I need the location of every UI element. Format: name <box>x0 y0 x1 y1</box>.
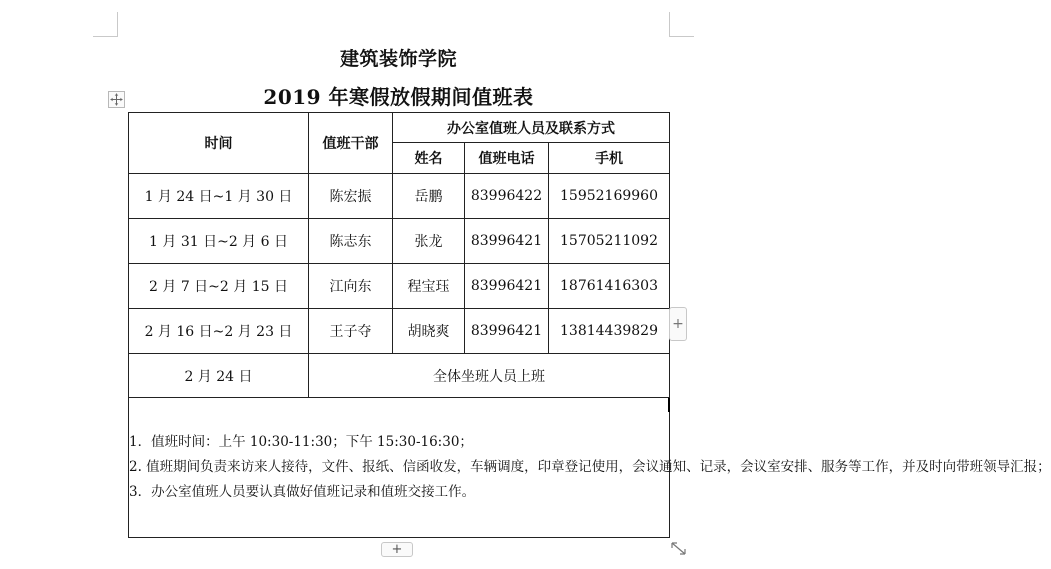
header-duty-phone: 值班电话 <box>465 143 549 174</box>
cell-time[interactable]: 2 月 7 日~2 月 15 日 <box>129 264 309 309</box>
crop-mark-top-right <box>669 12 694 37</box>
table-row-notes <box>129 398 670 538</box>
notes-cell[interactable] <box>129 398 1051 538</box>
table-row <box>129 264 670 309</box>
cell-mobile[interactable]: 18761416303 <box>549 264 670 309</box>
header-duty-cadre: 值班干部 <box>309 113 393 174</box>
cell-name[interactable]: 程宝珏 <box>393 264 465 309</box>
cell-duty-phone[interactable]: 83996421 <box>465 219 549 264</box>
table-move-handle[interactable] <box>108 91 125 108</box>
cell-time[interactable]: 1 月 31 日~2 月 6 日 <box>129 219 309 264</box>
note-item: 1．值班时间：上午 10:30-11:30；下午 15:30-16:30； <box>129 434 473 450</box>
cell-cadre[interactable]: 陈志东 <box>309 219 393 264</box>
duty-schedule-table <box>128 112 1051 538</box>
cell-cadre[interactable]: 江向东 <box>309 264 393 309</box>
header-mobile: 手机 <box>549 143 670 174</box>
cell-mobile[interactable]: 15952169960 <box>549 174 670 219</box>
cell-time[interactable]: 2 月 16 日~2 月 23 日 <box>129 309 309 354</box>
cell-name[interactable]: 岳鹏 <box>393 174 465 219</box>
cell-duty-phone[interactable]: 83996421 <box>465 309 549 354</box>
add-column-button[interactable]: + <box>669 307 687 341</box>
note-item: 2. 值班期间负责来访来人接待，文件、报纸、信函收发，车辆调度，印章登记使用，会议通知、记录，会议室安排、服务等工作，并及时向带班领导汇报； <box>129 459 1051 475</box>
cell-all-staff-note[interactable]: 全体坐班人员上班 <box>309 354 670 398</box>
cell-date[interactable]: 2 月 24 日 <box>129 354 309 398</box>
resize-diagonal-icon <box>670 541 688 557</box>
header-time: 时间 <box>129 113 309 174</box>
table-row-all-staff <box>129 354 670 398</box>
cell-cadre[interactable]: 王子夺 <box>309 309 393 354</box>
table-resize-handle[interactable] <box>670 541 688 557</box>
document-title-schedule: 2019 年寒假放假期间值班表 <box>263 85 534 109</box>
move-arrows-icon <box>110 93 123 106</box>
cell-name[interactable]: 胡晓爽 <box>393 309 465 354</box>
cell-duty-phone[interactable]: 83996421 <box>465 264 549 309</box>
table-row <box>129 309 670 354</box>
table-row <box>129 174 670 219</box>
note-item: 3．办公室值班人员要认真做好值班记录和值班交接工作。 <box>129 484 476 500</box>
cell-time[interactable]: 1 月 24 日~1 月 30 日 <box>129 174 309 219</box>
cell-cadre[interactable]: 陈宏振 <box>309 174 393 219</box>
header-row <box>129 113 670 143</box>
header-office-group: 办公室值班人员及联系方式 <box>393 113 670 143</box>
text-caret <box>668 398 670 412</box>
add-row-button[interactable]: + <box>381 542 413 557</box>
document-title-college: 建筑装饰学院 <box>339 48 457 70</box>
table-row <box>129 219 670 264</box>
cell-mobile[interactable]: 15705211092 <box>549 219 670 264</box>
cell-name[interactable]: 张龙 <box>393 219 465 264</box>
cell-duty-phone[interactable]: 83996422 <box>465 174 549 219</box>
cell-mobile[interactable]: 13814439829 <box>549 309 670 354</box>
crop-mark-top-left <box>93 12 118 37</box>
header-name: 姓名 <box>393 143 465 174</box>
